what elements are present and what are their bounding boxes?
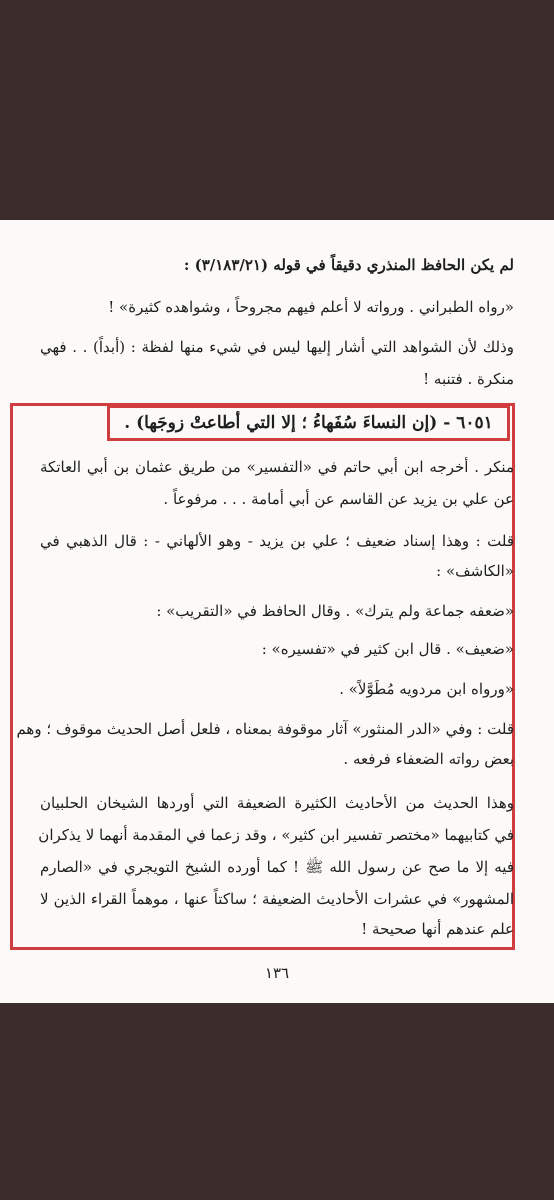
- body-line-8: قلت : وفي «الدر المنثور» آثار موقوفة بمعناه ، فلعل أصل الحديث موقوف ؛ وهم: [16, 720, 514, 738]
- body-line-14: علم عندهم أنها صحيحة !: [361, 920, 514, 938]
- body-line-12: فيه إلا ما صح عن رسول الله ﷺ ! كما أورده الشيخ التويجري في «الصارم: [40, 858, 514, 876]
- hadith-title: ٦٠٥١ - (إن النساءَ سُفَهاءُ ؛ إلا التي أطاعتْ زوجَها) .: [107, 405, 510, 441]
- body-line-7: «ورواه ابن مردويه مُطَوَّلاً» .: [339, 680, 514, 698]
- body-line-11: في كتابيهما «مختصر تفسير ابن كثير» ، وقد زعما في المقدمة أنهما لا يذكران: [38, 826, 514, 844]
- bottom-dark-band: [0, 1003, 554, 1200]
- body-line-2: عن علي بن يزيد عن القاسم عن أبي أمامة . . . مرفوعاً .: [163, 490, 514, 508]
- body-line-10: وهذا الحديث من الأحاديث الكثيرة الضعيفة التي أوردها الشيخان الحلبيان: [40, 794, 514, 812]
- body-line-4: «الكاشف» :: [436, 562, 514, 580]
- intro-line-1: لم يكن الحافظ المنذري دقيقاً في قوله (٣/١٨٣/٢١) :: [183, 256, 514, 274]
- body-line-9: بعض رواته الضعفاء فرفعه .: [343, 750, 514, 768]
- body-line-3: قلت : وهذا إسناد ضعيف ؛ علي بن يزيد - وهو الألهاني - : قال الذهبي في: [40, 532, 514, 550]
- body-line-13: المشهور» في عشرات الأحاديث الضعيفة ؛ ساكتاً عنها ، موهماً القراء الذين لا: [40, 890, 514, 908]
- body-line-6: «ضعيف» . قال ابن كثير في «تفسيره» :: [261, 640, 514, 658]
- body-line-5: «ضعفه جماعة ولم يترك» . وقال الحافظ في «التقريب» :: [156, 602, 514, 620]
- intro-line-2: «رواه الطبراني . ورواته لا أعلم فيهم مجروحاً ، وشواهده كثيرة» !: [108, 298, 514, 316]
- top-dark-band: [0, 0, 554, 220]
- intro-line-3: وذلك لأن الشواهد التي أشار إليها ليس في شيء منها لفظة : (أبداً) . . فهي: [40, 338, 514, 356]
- body-line-1: منكر . أخرجه ابن أبي حاتم في «التفسير» من طريق عثمان بن أبي العاتكة: [40, 458, 514, 476]
- intro-line-4: منكرة . فتنبه !: [423, 370, 514, 388]
- page-number: ١٣٦: [264, 964, 290, 982]
